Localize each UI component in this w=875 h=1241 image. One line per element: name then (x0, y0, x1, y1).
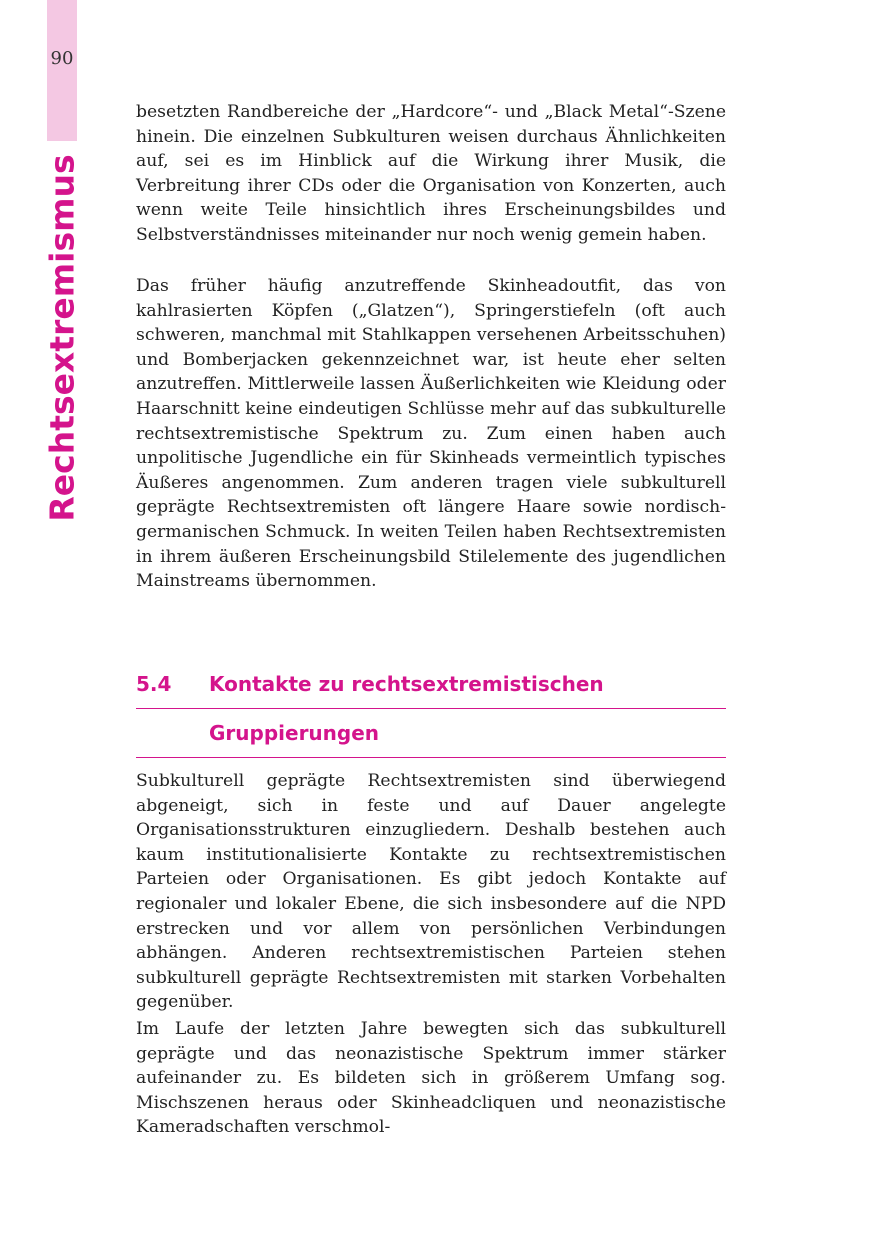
paragraph-3: Subkulturell geprägte Rechtsextremisten sind überwiegend abgeneigt, sich in feste und auf Dauer angelegte Organisationsstrukturen einzugliedern. Deshalb bestehen auch kaum institutionalisierte Kontakte zu rechtsextremistischen Parteien oder Organisationen. Es gibt jedoch Kontakte auf regionaler und lokaler Ebene, die sich insbesondere auf die NPD erstrecken und vor allem von persönlichen Verbindungen abhängen. Anderen rechtsextremistischen Parteien stehen subkulturell geprägte Rechtsextremisten mit starken Vorbehalten gegenüber. (136, 771, 726, 1013)
section-heading-line-1 (136, 660, 726, 709)
chapter-side-title: Rechtsextremismus (42, 154, 82, 522)
page-tab-marker (47, 0, 77, 141)
page-number: 90 (50, 48, 74, 69)
paragraph-2: Das früher häufig anzutreffende Skinheadoutfit, das von kahlrasierten Köpfen („Glatzen“), Springerstiefeln (oft auch schweren, manchmal mit Stahlkappen versehenen Arbeitsschuhen) und Bomberjacken gekennzeichnet war, ist heute eher selten anzutreffen. Mittlerweile lassen Äußerlichkeiten wie Kleidung oder Haarschnitt keine eindeutigen Schlüsse mehr auf das subkulturelle rechtsextremistische Spektrum zu. Zum einen haben auch unpolitische Jugendliche ein für Skinheads vermeintlich typisches Äußeres angenommen. Zum anderen tragen viele subkulturell geprägte Rechtsextremisten oft längere Haare sowie nordisch-germanischen Schmuck. In weiten Teilen haben Rechtsextremisten in ihrem äußeren Erscheinungsbild Stilelemente des jugendlichen Mainstreams übernommen. (136, 276, 726, 592)
paragraph-1: besetzten Randbereiche der „Hardcore“- und „Black Metal“-Szene hinein. Die einzelnen Subkulturen weisen durchaus Ähnlichkeiten auf, sei es im Hinblick auf die Wirkung ihrer Musik, die Verbreitung ihrer CDs oder die Organisation von Konzerten, auch wenn weite Teile hinsichtlich ihres Erscheinungsbildes und Selbstverständnisses miteinander nur noch wenig gemein haben. (136, 102, 726, 245)
section-number: 5.4 (136, 672, 172, 696)
section-title-part-1: Kontakte zu rechtsextremistischen (209, 672, 604, 696)
section-heading (136, 660, 726, 758)
section-heading-line-2 (136, 709, 726, 758)
paragraph-4: Im Laufe der letzten Jahre bewegten sich das subkulturell geprägte und das neonazistische Spektrum immer stärker aufeinander zu. Es bildeten sich in größerem Umfang sog. Mischszenen heraus oder Skinheadcliquen und neonazistische Kameradschaften verschmol- (136, 1019, 726, 1138)
section-title-part-2: Gruppierungen (209, 721, 380, 745)
